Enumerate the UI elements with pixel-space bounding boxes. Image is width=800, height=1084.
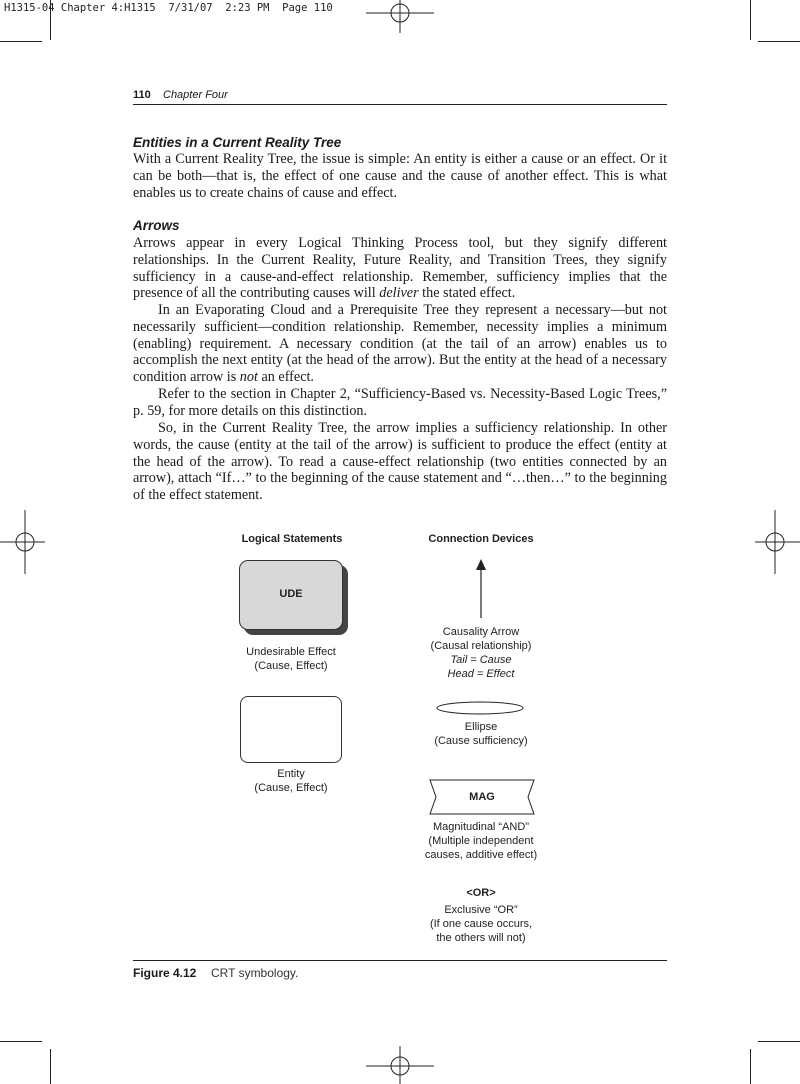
ude-label: UDE <box>279 588 303 600</box>
page-number: 110 <box>133 89 151 101</box>
section-heading-arrows: Arrows <box>133 218 180 233</box>
entity-caption: Entity (Cause, Effect) <box>254 768 328 794</box>
figure-rule <box>133 960 667 961</box>
print-slug: H1315-04 Chapter 4:H1315 7/31/07 2:23 PM Page 110 <box>4 2 333 14</box>
ellipse-caption: Ellipse (Cause sufficiency) <box>434 721 528 747</box>
exclusive-or-caption: Exclusive “OR” (If one cause occurs, the others will not) <box>429 904 533 944</box>
figure-column-connection-devices: Connection Devices <box>428 533 534 545</box>
paragraph-arrows-4: So, in the Current Reality Tree, the arrow implies a sufficiency relationship. In other words, the cause (entity at the tail of the arrow) is sufficient to produce the effect (entity at the head of the arrow). To read a cause-effect relationship (two entities connected by an arrow), attach “If…” to the beginning of the cause statement and “…then…” to the beginning of the effect statement. <box>133 420 667 504</box>
header-rule <box>133 104 667 105</box>
paragraph-arrows-3: Refer to the section in Chapter 2, “Sufficiency-Based vs. Necessity-Based Logic Trees,” p. 59, for more details on this distinction. <box>133 386 667 419</box>
paragraph-arrows-2: In an Evaporating Cloud and a Prerequisite Tree they represent a necessary—but not necessarily sufficient—condition relationship. Remember, necessity implies a minimum (enabling) requirement. A necessary condition (at the tail of an arrow) enables us to accomplish the next entity (at the head of the arrow). But the entity at the head of a necessary condition arrow is not an effect. <box>133 302 667 386</box>
exclusive-or-label: <OR> <box>466 887 496 899</box>
paragraph-arrows-1: Arrows appear in every Logical Thinking Process tool, but they signify different relationships. In the Current Reality, Future Reality, and Transition Trees, they signify sufficiency in a cause-and-effect relationship. Remember, sufficiency implies that the presence of all the contributing causes will deliver the stated effect. <box>133 235 667 302</box>
ude-caption: Undesirable Effect (Cause, Effect) <box>246 646 336 672</box>
mag-label: MAG <box>469 791 495 803</box>
ellipse-icon <box>434 700 526 716</box>
section-heading-entities: Entities in a Current Reality Tree <box>133 135 342 150</box>
figure-column-logical-statements: Logical Statements <box>241 533 343 545</box>
figure-number: Figure 4.12 <box>133 966 197 980</box>
causality-arrow-icon <box>471 558 491 620</box>
mag-caption: Magnitudinal “AND” (Multiple independent causes, additive effect) <box>424 821 538 861</box>
running-header-title: Chapter Four <box>163 89 228 101</box>
entity-box <box>240 696 342 763</box>
paragraph-entities: With a Current Reality Tree, the issue is simple: An entity is either a cause or an effect. Or it can be both—that is, the effect of one cause and the cause of another effect. This is what enables us to create chains of cause and effect. <box>133 151 668 201</box>
figure-caption: CRT symbology. <box>211 966 299 980</box>
causality-arrow-caption: Causality Arrow (Causal relationship) Tail = Cause Head = Effect <box>430 626 532 680</box>
